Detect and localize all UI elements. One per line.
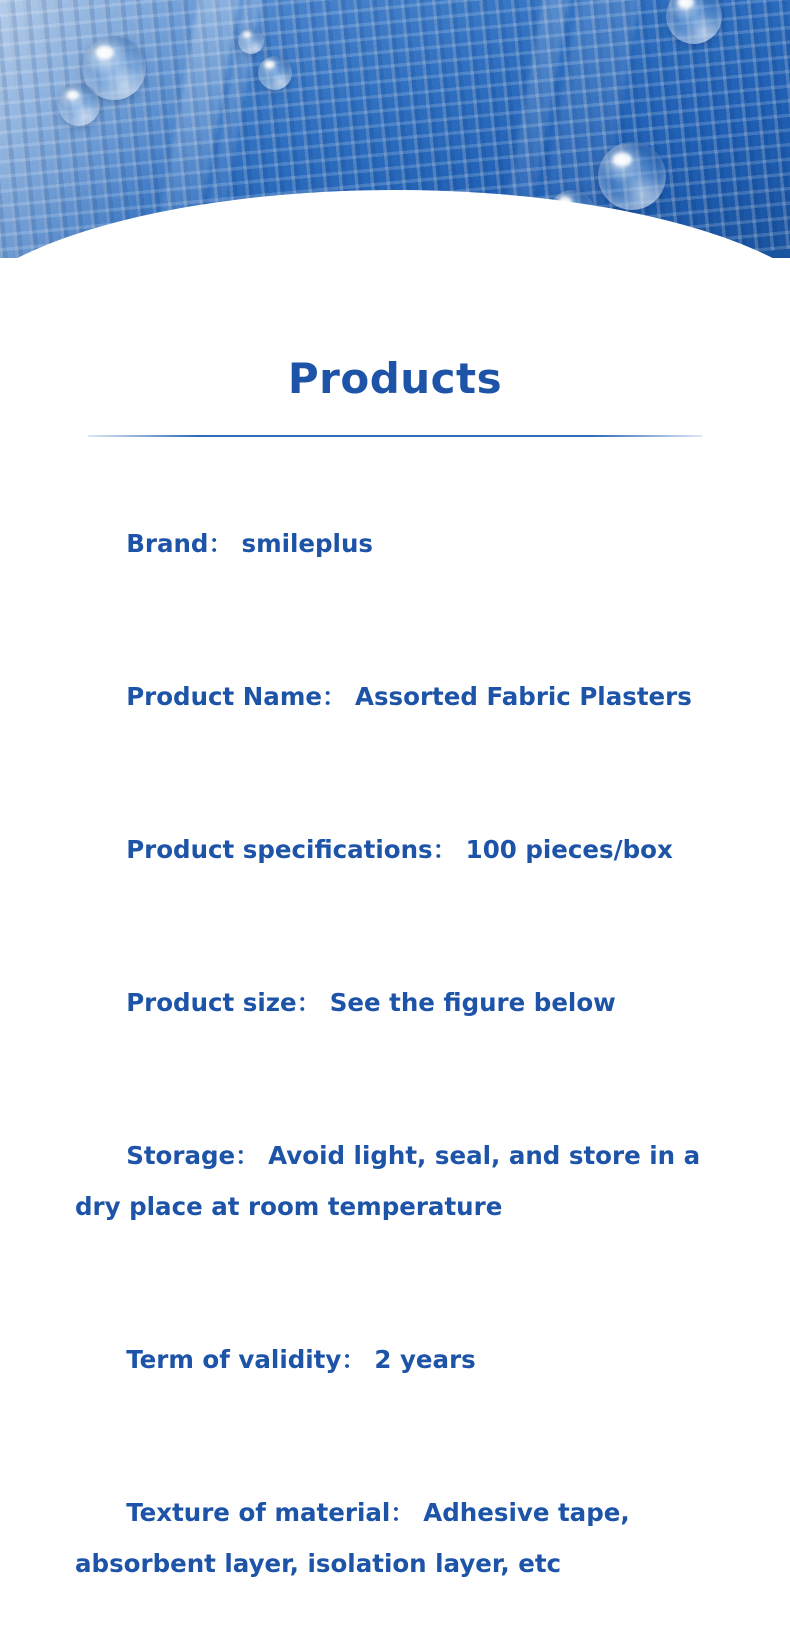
spec-row bbox=[75, 1436, 738, 1640]
page-title: Products bbox=[287, 354, 503, 403]
spec-label: Storage： bbox=[126, 1141, 260, 1170]
water-droplet-icon bbox=[598, 142, 666, 210]
title-divider bbox=[88, 435, 702, 437]
spec-label: Term of validity： bbox=[126, 1345, 366, 1374]
spec-label: Product Name： bbox=[126, 682, 347, 711]
spec-value: 100 pieces/box bbox=[457, 835, 673, 864]
spec-label: Product size： bbox=[126, 988, 322, 1017]
spec-value: See the figure below bbox=[321, 988, 616, 1017]
spec-label: Product specifications： bbox=[126, 835, 458, 864]
spec-row bbox=[75, 467, 738, 620]
spec-label: Texture of material： bbox=[126, 1498, 415, 1527]
spec-row bbox=[75, 620, 738, 773]
spec-value: Avoid light, seal, and store in a dry place at room temperature bbox=[75, 1141, 709, 1221]
spec-row bbox=[75, 926, 738, 1079]
spec-row bbox=[75, 773, 738, 926]
spec-value: 2 years bbox=[365, 1345, 476, 1374]
water-droplet-icon bbox=[238, 28, 264, 54]
hero-banner bbox=[0, 0, 790, 258]
spec-label: Brand： bbox=[126, 529, 233, 558]
water-droplet-icon bbox=[58, 84, 100, 126]
spec-value: Adhesive tape, absorbent layer, isolation layer, etc bbox=[75, 1498, 639, 1578]
spec-row bbox=[75, 1079, 738, 1283]
water-droplet-icon bbox=[258, 56, 292, 90]
content-area bbox=[0, 354, 790, 1640]
spec-value: Assorted Fabric Plasters bbox=[346, 682, 692, 711]
spec-value: smileplus bbox=[232, 529, 373, 558]
product-spec-list bbox=[0, 467, 790, 1640]
spec-row bbox=[75, 1283, 738, 1436]
